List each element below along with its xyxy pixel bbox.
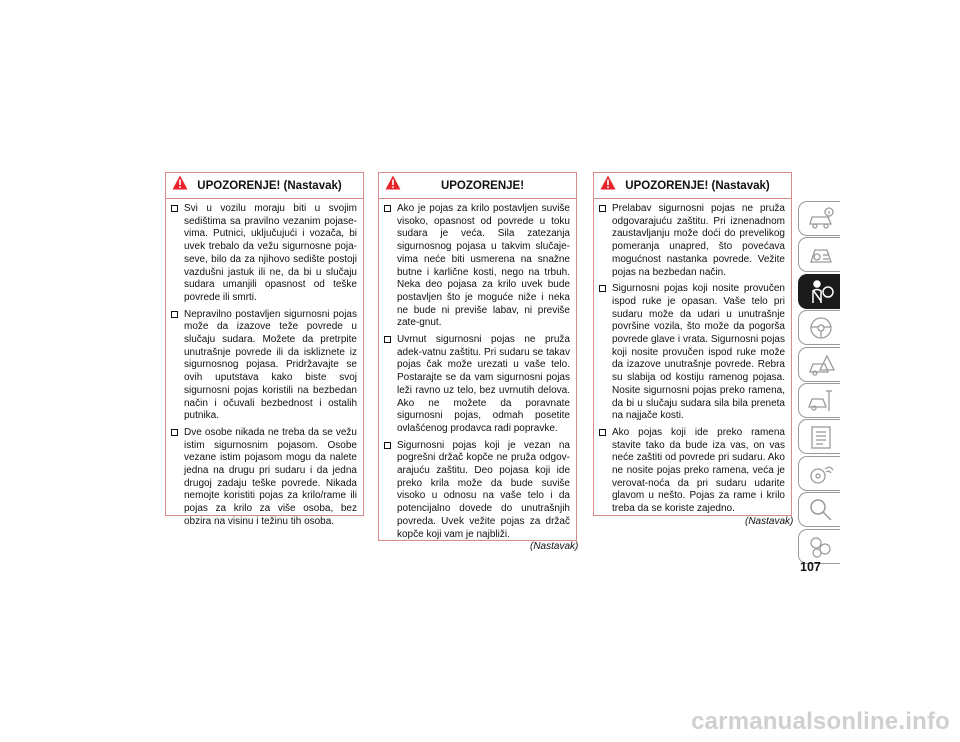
car-info-icon (807, 206, 835, 232)
warning-triangle-icon (172, 175, 188, 190)
warning-item: Dve osobe nikada ne treba da se vežu istim sigurnosnim pojasom. Osobe vezane istim pojasom mogu da nalete jedna na drugu pri sudaru i da jedna drugoj zadaju teške povrede. Nikada nemojte koristiti pojas za krilo/rame ili pojas za krilo za više osoba, bez obzira na visinu i težinu tih osoba. (171, 427, 357, 529)
steering-wheel-icon (807, 315, 835, 341)
warning-title: UPOZORENJE! (Nastavak) (625, 179, 770, 192)
bullet-square-icon (599, 429, 606, 436)
warning-triangle-car-icon (807, 352, 835, 378)
index-search-icon (807, 497, 835, 523)
warning-triangle-icon (600, 175, 616, 190)
warning-item: Nepravilno postavljen sigurnosni pojas može da izazove teže povrede u slučaju sudara. Možete da pretrpite unutrašnje povrede ili da iskliznete iz sigurnosnog pojasa. Pridržavajte se ovih uputstava kako biste svoj sigurnosni pojas koristili na bezbedan način i očuvali bezbednost i ostalih putnika. (171, 309, 357, 423)
warning-header (594, 173, 791, 199)
dashboard-lights-icon (807, 242, 835, 268)
maintenance-list-icon (807, 424, 835, 450)
bullet-square-icon (384, 442, 391, 449)
continued-note: (Nastavak) (530, 541, 579, 552)
watermark: carmanualsonline.info (691, 708, 950, 735)
tab-car-info[interactable] (798, 201, 840, 236)
warning-item: Prelabav sigurnosni pojas ne pruža odgovarajuću zaštitu. Pri iznenadnom zaustavljanju može doći do prevelikog pomeranja unapred, što povećava mogućnost nastanka povrede. Vežite pojas na bezbedan način. (599, 203, 785, 279)
warning-item: Ako pojas koji ide preko ramena stavite tako da bude iza vas, on vas neće zaštiti od povrede pri sudaru. Ako ne nosite pojas preko ramena, veća je verovat-noća da pri sudaru udarite glavom u nešto. Pojas za rame i krilo treba da se koriste zajedno. (599, 427, 785, 516)
warning-item: Sigurnosni pojas koji je vezan na pogrešni držač kopče ne pruža odgov-arajuću zaštitu. Deo pojasa koji ide preko krila može da bude suviše visoko u odnosu na vaše telo i da potencijalno dovede do unutrašnjih povreda. Uvek vežite pojas za držač kopče koji vam je najbliži. (384, 440, 570, 542)
warning-title: UPOZORENJE! (440, 179, 525, 192)
continued-note: (Nastavak) (745, 516, 794, 527)
tab-starting-operating[interactable] (798, 310, 840, 345)
bullet-square-icon (171, 205, 178, 212)
warning-item: Ako je pojas za krilo postavljen suviše visoko, opasnost od povrede u toku sudara je veća. Sila zatezanja sigurnosnog pojasa u takvim slučaje-vima neće biti usmerena na snažne butne i karlične kosti, nego na trbuh. Neka deo pojasa za krilo uvek bude postavljen što je moguće niže i neka ne bude ni previše labav, ni previše zate-gnut. (384, 203, 570, 330)
warning-item: Sigurnosni pojas koji nosite provučen ispod ruke je opasan. Vaše telo pri sudaru može da udari u unutrašnje površine vozila, što može da pogorša povrede glave i vrata. Sigurnosni pojas koji nosite provučen ispod ruke može da izazove unutrašnje povrede. Rebra su slabija od kostiju ramenog pojasa. Nosite sigurnosni pojas preko ramena, da bi u slučaju sudara sila bila preneta na najjače kosti. (599, 283, 785, 423)
multilanguage-index-icon (807, 534, 835, 560)
warning-item: Uvrnut sigurnosni pojas ne pruža adek-vatnu zaštitu. Pri sudaru se takav pojas čak može urezati u vaše telo. Postarajte se da vam sigurnosni pojas leži ravno uz telo, bez uvrnutih delova. Ako ne možete da poravnate sigurnosni pojas, odmah posetite ovlašćenog prodavca radi popravke. (384, 334, 570, 436)
tab-index[interactable] (798, 492, 840, 527)
page-number: 107 (800, 560, 821, 574)
warning-box-2 (378, 172, 577, 541)
warning-triangle-icon (385, 175, 401, 190)
tab-servicing[interactable] (798, 383, 840, 418)
tab-safety[interactable] (798, 274, 840, 309)
warning-box-1 (165, 172, 364, 527)
bullet-square-icon (599, 285, 606, 292)
tab-multimedia[interactable] (798, 456, 840, 491)
seatbelt-airbag-icon (807, 279, 835, 305)
bullet-square-icon (171, 311, 178, 318)
warning-header (166, 173, 363, 199)
chapter-tabs (798, 201, 842, 565)
tab-dashboard[interactable] (798, 237, 840, 272)
tab-specifications[interactable] (798, 419, 840, 454)
warning-header (379, 173, 576, 199)
warning-item: Svi u vozilu moraju biti u svojim sedištima sa pravilno vezanim pojase-vima. Putnici, uključujući i vozača, bi uvek trebalo da vežu sigurnosne poja-seve, bilo da za njihovo sedište postoji vazdušni jastuk ili ne, da bi u slučaju sudara umanjili opasnost od teške povrede ili smrti. (171, 203, 357, 305)
bullet-square-icon (384, 336, 391, 343)
warning-title: UPOZORENJE! (Nastavak) (197, 179, 342, 192)
car-service-tools-icon (807, 388, 835, 414)
bullet-square-icon (384, 205, 391, 212)
bullet-square-icon (599, 205, 606, 212)
warning-box-3 (593, 172, 792, 516)
media-radio-icon (807, 461, 835, 487)
bullet-square-icon (171, 429, 178, 436)
tab-emergency[interactable] (798, 347, 840, 382)
tab-multilanguage[interactable] (798, 529, 840, 564)
